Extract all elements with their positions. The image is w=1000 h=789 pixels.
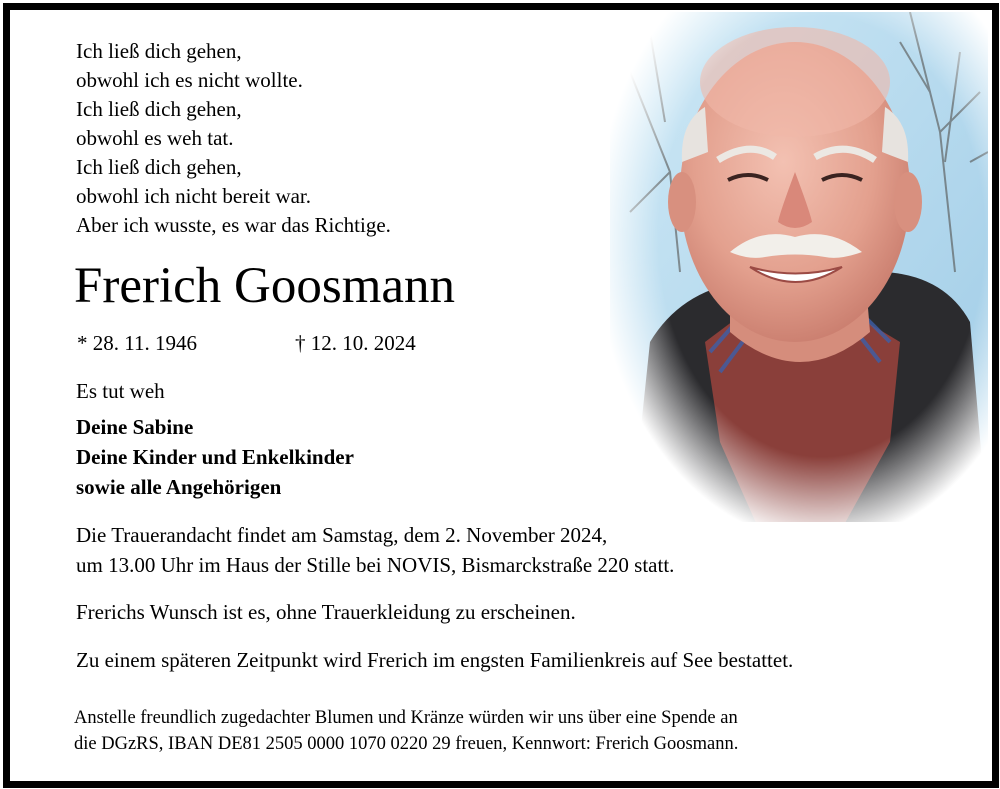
ear-left [668, 172, 696, 232]
service-info [76, 520, 674, 580]
mourning-intro: Es tut weh [76, 379, 165, 403]
memorial-poem [76, 37, 391, 240]
poem-line: obwohl ich es nicht wollte. [76, 68, 303, 92]
poem-line: Ich ließ dich gehen, [76, 39, 242, 63]
donation-line: Anstelle freundlich zugedachter Blumen und Kränze würden wir uns über eine Spende an [74, 708, 738, 728]
poem-line: Ich ließ dich gehen, [76, 97, 242, 121]
deceased-name: Frerich Goosmann [74, 258, 456, 314]
mourner-line: Deine Sabine [76, 415, 194, 439]
burial-info: Zu einem späteren Zeitpunkt wird Frerich im engsten Familienkreis auf See bestattet. [76, 648, 794, 672]
poem-line: Aber ich wusste, es war das Richtige. [76, 213, 391, 237]
donation-line: die DGzRS, IBAN DE81 2505 0000 1070 0220 29 freuen, Kennwort: Frerich Goosmann. [74, 734, 739, 754]
death-date: † 12. 10. 2024 [295, 331, 416, 355]
birth-date: * 28. 11. 1946 [77, 331, 197, 355]
service-line: Die Trauerandacht findet am Samstag, dem 2. November 2024, [76, 523, 608, 547]
ear-right [894, 172, 922, 232]
life-dates [77, 330, 416, 356]
donation-request [74, 705, 738, 757]
mourners-list [76, 412, 354, 502]
obituary-notice [3, 3, 999, 788]
mourner-line: sowie alle Angehörigen [76, 475, 282, 499]
dress-wish: Frerichs Wunsch ist es, ohne Trauerkleidung zu erscheinen. [76, 600, 576, 624]
mourner-line: Deine Kinder und Enkelkinder [76, 445, 354, 469]
portrait-photo [610, 12, 988, 522]
poem-line: obwohl es weh tat. [76, 126, 234, 150]
service-line: um 13.00 Uhr im Haus der Stille bei NOVIS, Bismarckstraße 220 statt. [76, 553, 675, 577]
forehead-highlight [700, 27, 890, 137]
poem-line: Ich ließ dich gehen, [76, 155, 242, 179]
poem-line: obwohl ich nicht bereit war. [76, 184, 312, 208]
